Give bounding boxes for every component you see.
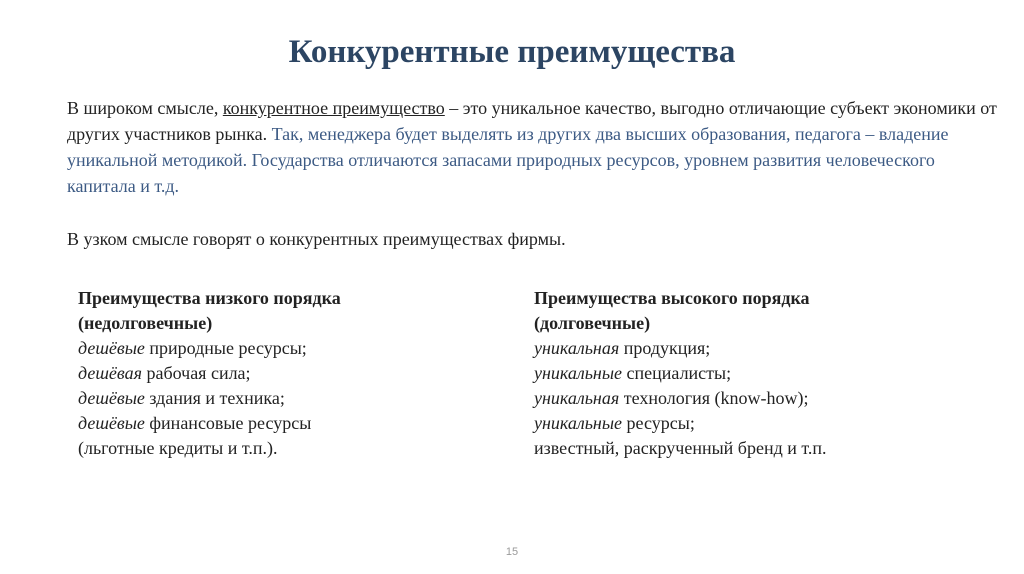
page-number: 15: [505, 546, 519, 558]
list-item-text: здания и техника;: [144, 388, 285, 408]
list-item: [78, 361, 498, 386]
intro-examples: Так, менеджера будет выделять из других два высших образования, педагога – владение уникальной методикой. Государства отличаются запасами природных ресурсов, уровнем развития человеческого капитала и т.д.: [67, 124, 949, 196]
list-item-text: технология (know-how);: [619, 388, 809, 408]
list-item-text: ресурсы;: [622, 413, 695, 433]
high-order-column: [534, 286, 984, 461]
list-item-italic: дешёвые: [78, 388, 145, 408]
list-item: [534, 386, 984, 411]
list-item-italic: уникальная: [534, 388, 620, 408]
list-item: [534, 361, 984, 386]
list-item-text: специалисты;: [622, 363, 732, 383]
low-order-heading: Преимущества низкого порядка: [78, 288, 341, 308]
intro-definition: – это уникальное качество, выгодно отличающие субъект экономики от других участников рынка.: [67, 98, 997, 144]
list-item-text: рабочая сила;: [141, 363, 251, 383]
list-item-italic: дешёвая: [78, 363, 142, 383]
list-item-italic: дешёвые: [78, 338, 145, 358]
list-item-tail: (льготные кредиты и т.п.).: [78, 438, 278, 458]
narrow-sense-paragraph: В узком смысле говорят о конкурентных преимуществах фирмы.: [67, 229, 566, 249]
list-item-text: природные ресурсы;: [144, 338, 307, 358]
list-item-italic: уникальные: [534, 413, 623, 433]
list-item-italic: уникальная: [534, 338, 620, 358]
low-order-column: [78, 286, 498, 461]
list-item: [78, 336, 498, 361]
list-item-italic: уникальные: [534, 363, 623, 383]
high-order-subheading: (долговечные): [534, 313, 651, 333]
intro-underlined-term: конкурентное преимущество: [222, 98, 445, 118]
list-item-tail: известный, раскрученный бренд и т.п.: [534, 438, 827, 458]
list-item-text: финансовые ресурсы: [144, 413, 312, 433]
list-item: [78, 411, 498, 436]
list-item-text: продукция;: [619, 338, 711, 358]
list-item-italic: дешёвые: [78, 413, 145, 433]
high-order-heading: Преимущества высокого порядка: [534, 288, 810, 308]
intro-paragraph: [67, 95, 1007, 199]
intro-text-start: В широком смысле,: [67, 98, 223, 118]
list-item: [78, 386, 498, 411]
list-item: [534, 411, 984, 436]
low-order-subheading: (недолговечные): [78, 313, 213, 333]
slide-title: Конкурентные преимущества: [288, 34, 736, 70]
list-item: [534, 336, 984, 361]
